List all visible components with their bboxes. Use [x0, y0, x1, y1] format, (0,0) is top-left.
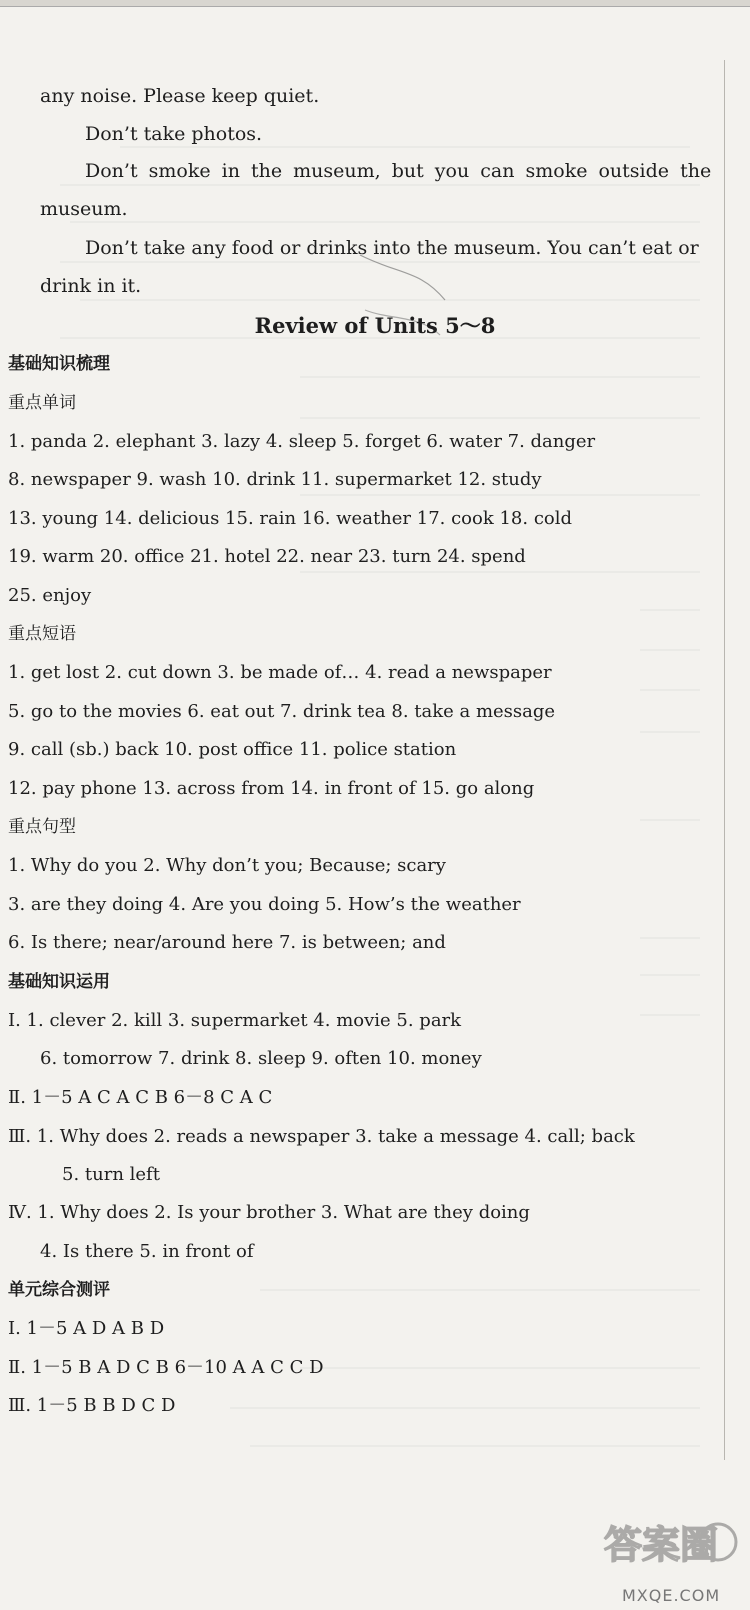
application-line-4: Ⅲ. 1. Why does 2. reads a newspaper 3. take a message 4. call; back [8, 1126, 635, 1147]
application-line-7: 4. Is there 5. in front of [40, 1241, 254, 1262]
svg-text:答案圈: 答案圈 [604, 1523, 719, 1567]
key-phrases-line-4: 12. pay phone 13. across from 14. in front of 15. go along [8, 778, 535, 799]
key-phrases-line-2: 5. go to the movies 6. eat out 7. drink tea 8. take a message [8, 701, 556, 722]
intro-line-1: any noise. Please keep quiet. [40, 85, 320, 107]
application-line-1: Ⅰ. 1. clever 2. kill 3. supermarket 4. movie 5. park [8, 1010, 462, 1031]
application-line-5: 5. turn left [62, 1164, 160, 1185]
key-sentences-line-2: 3. are they doing 4. Are you doing 5. How’s the weather [8, 894, 521, 915]
unit-test-line-3: Ⅲ. 1－5 B B D C D [8, 1395, 176, 1416]
key-words-line-1: 1. panda 2. elephant 3. lazy 4. sleep 5. forget 6. water 7. danger [8, 431, 596, 452]
section-heading-basic-review: 基础知识梳理 [8, 354, 110, 374]
key-sentences-line-1: 1. Why do you 2. Why don’t you; Because; scary [8, 855, 446, 876]
section-heading-basic-application: 基础知识运用 [8, 972, 110, 992]
section-title: Review of Units 5～8 [254, 313, 496, 338]
key-phrases-line-3: 9. call (sb.) back 10. post office 11. police station [8, 739, 457, 760]
intro-line-5: Don’t take any food or drinks into the museum. You can’t eat or [85, 237, 699, 259]
key-words-line-5: 25. enjoy [8, 585, 92, 606]
application-line-2: 6. tomorrow 7. drink 8. sleep 9. often 10. money [40, 1048, 482, 1069]
key-sentences-line-3: 6. Is there; near/around here 7. is between; and [8, 932, 446, 953]
application-line-6: Ⅳ. 1. Why does 2. Is your brother 3. What are they doing [8, 1202, 530, 1223]
intro-line-2: Don’t take photos. [85, 123, 263, 145]
unit-test-line-2: Ⅱ. 1－5 B A D C B 6－10 A A C C D [8, 1357, 324, 1378]
intro-line-4: museum. [40, 198, 128, 220]
key-phrases-line-1: 1. get lost 2. cut down 3. be made of… 4. read a newspaper [8, 662, 552, 683]
watermark-url: MXQE.COM [622, 1586, 721, 1605]
section-heading-unit-test: 单元综合测评 [8, 1280, 110, 1300]
application-line-3: Ⅱ. 1－5 A C A C B 6－8 C A C [8, 1087, 273, 1108]
unit-test-line-1: Ⅰ. 1－5 A D A B D [8, 1318, 165, 1339]
intro-line-6: drink in it. [40, 275, 142, 297]
key-words-line-3: 13. young 14. delicious 15. rain 16. weather 17. cook 18. cold [8, 508, 573, 529]
key-words-line-2: 8. newspaper 9. wash 10. drink 11. supermarket 12. study [8, 469, 542, 490]
key-words-line-4: 19. warm 20. office 21. hotel 22. near 23. turn 24. spend [8, 546, 526, 567]
subheading-key-phrases: 重点短语 [8, 624, 76, 644]
subheading-key-sentences: 重点句型 [8, 817, 76, 837]
subheading-key-words: 重点单词 [8, 393, 76, 413]
intro-line-3: Don’t smoke in the museum, but you can smoke outside the [85, 160, 712, 182]
